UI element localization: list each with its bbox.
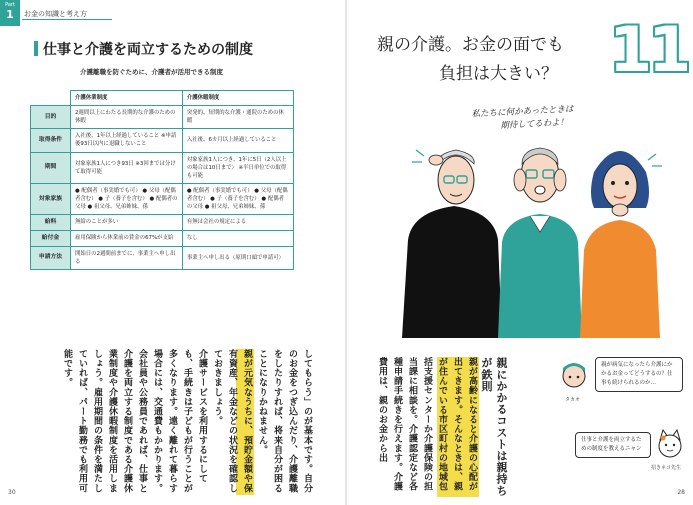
cell-kyuka: ● 配偶者（事実婚でも可） ● 父母（配偶者含む） ● 子（養子を含む） ● 配偶者の父母 ● 祖父母、兄弟姉妹、孫: [182, 183, 293, 214]
part-tab: [0, 0, 20, 26]
row-label: 給付金: [31, 230, 71, 246]
answer-bubble: 仕事と介護を両立するための制度を教えるニャン: [575, 432, 651, 458]
table-row: [31, 215, 294, 231]
avatar-name-cat: 招きネコ先生: [651, 465, 682, 471]
question-bubble: 親が病気になったら介護にかかるお金ってどうするの？仕事も続けられるのか…: [595, 357, 683, 392]
takao-avatar: [559, 360, 589, 398]
left-page: [0, 0, 346, 505]
section-title: [34, 39, 324, 59]
header-rule: [22, 19, 112, 20]
page-number-right: 28: [677, 489, 685, 496]
avatar-name-takao: タカオ: [565, 397, 581, 403]
section-subtitle: 介護離職を防ぐために、介護者が活用できる制度: [80, 68, 223, 76]
table-row: [31, 129, 294, 152]
section-header: お金の知識と考え方: [24, 10, 87, 18]
cell-kyugyo: 2週間以上にわたる長期的な介護のための休暇: [71, 106, 183, 129]
cell-kyuka: 突発的、短期的な介護・通院のための休暇: [182, 106, 293, 129]
table-row: [31, 183, 294, 214]
cell-kyuka: 対象家族1人につき、1年に5日（2人以上の場合は10日まで） ※半日単位での取得も可能: [182, 152, 293, 183]
row-label: 目的: [31, 106, 71, 129]
lucky-cat-avatar: [655, 428, 685, 464]
cell-kyuka: 入社後、6カ月以上経過していること: [182, 129, 293, 152]
cell-kyugyo: 無給のことが多い: [71, 215, 183, 231]
right-body-text: [377, 357, 509, 497]
table-row: [31, 230, 294, 246]
page-number-left: 30: [8, 489, 16, 496]
column-header-kaigo-kyugyo: 介護休業制度: [71, 91, 183, 106]
speech-line-1: 私たちに何かあったときは: [471, 104, 574, 120]
cell-kyugyo: 雇用保険から休業前の賃金の67%が支給: [71, 230, 183, 246]
man-left-figure: [402, 150, 502, 338]
section-title-text: 仕事と介護を両立するための制度: [43, 42, 253, 58]
body-paragraph: してもらう」のが基本です。自分のお金をつぎ込んだり、介護離職をしたりすれば、将来自分が困ることになりかねません。: [257, 349, 312, 493]
row-label: 期間: [31, 152, 71, 183]
table-row: [31, 246, 294, 269]
row-label: 申請方法: [31, 246, 71, 269]
body-paragraph-highlight: 親が高齢になると介護の心配が出てきます。そんなときは、親が住んでいる市区町村の地域包括支援センターか介護保険の担当課に相談を。介護認定など各種申請手続きを行えます。介護費用は、親のお金から出: [374, 357, 479, 497]
cell-kyuka: 事業主へ申し出る（原則口頭で申請可）: [182, 246, 293, 269]
row-label: 給料: [31, 215, 71, 231]
three-parents-illustration: [394, 120, 674, 338]
cell-kyugyo: 入社後、1年以上経過していること ※申請後93日以内に退職しないこと: [71, 129, 183, 152]
cell-kyugyo: 開始日の2週間前までに、事業主へ申し出る: [71, 246, 183, 269]
row-label: 対象家族: [31, 183, 71, 214]
cell-kyuka: 有無は会社の規定による: [182, 215, 293, 231]
chapter-title-line-1: 親の介護。お金の面でも: [377, 35, 564, 55]
right-page: [347, 0, 693, 505]
row-label: 取得条件: [31, 129, 71, 152]
chapter-number: 11: [609, 13, 688, 86]
table-row: [31, 152, 294, 183]
chapter-title-line-2: 負担は大きい？: [439, 64, 558, 84]
title-accent-bar: [34, 41, 38, 56]
woman-right-figure: [580, 151, 660, 338]
cell-kyugyo: 対象家族1人につき93日 ※3回までは分けて取得可能: [71, 152, 183, 183]
cell-kyugyo: ● 配偶者（事実婚でも可） ● 父母（配偶者含む） ● 子（養子を含む） ● 配偶者の父母 ● 祖父母、兄弟姉妹、孫: [71, 183, 183, 214]
comparison-table: [30, 90, 294, 270]
part-tab-number: 1: [6, 7, 14, 21]
body-paragraph-highlight: 親が元気なうちに、預貯金額や保有資産、年金などの状況を確認しておきましょう。: [209, 349, 254, 495]
speech-line-2: 期待してるわよ！: [500, 117, 569, 132]
cell-kyuka: なし: [182, 230, 293, 246]
man-middle-figure: [498, 148, 582, 338]
table-corner: [31, 91, 71, 106]
part-tab-word: Part: [5, 2, 15, 8]
body-heading: 親にかかるコストは親持ちが鉄則: [480, 357, 508, 497]
table-row: [31, 106, 294, 129]
left-body-text: [34, 349, 314, 495]
body-paragraph: 介護サービスを利用するにしても、手続きは子どもが行うことが多くなります。遠く離れて暮らす場合には、交通費もかかります。会社員や公務員であれば、仕事と介護を両立する制度である介護休業制度や介護休暇制度を活用しましょう。雇用期間の条件を満たしていれば、パート勤務でも利用可能です。: [62, 349, 207, 493]
column-header-kaigo-kyuka: 介護休暇制度: [182, 91, 293, 106]
